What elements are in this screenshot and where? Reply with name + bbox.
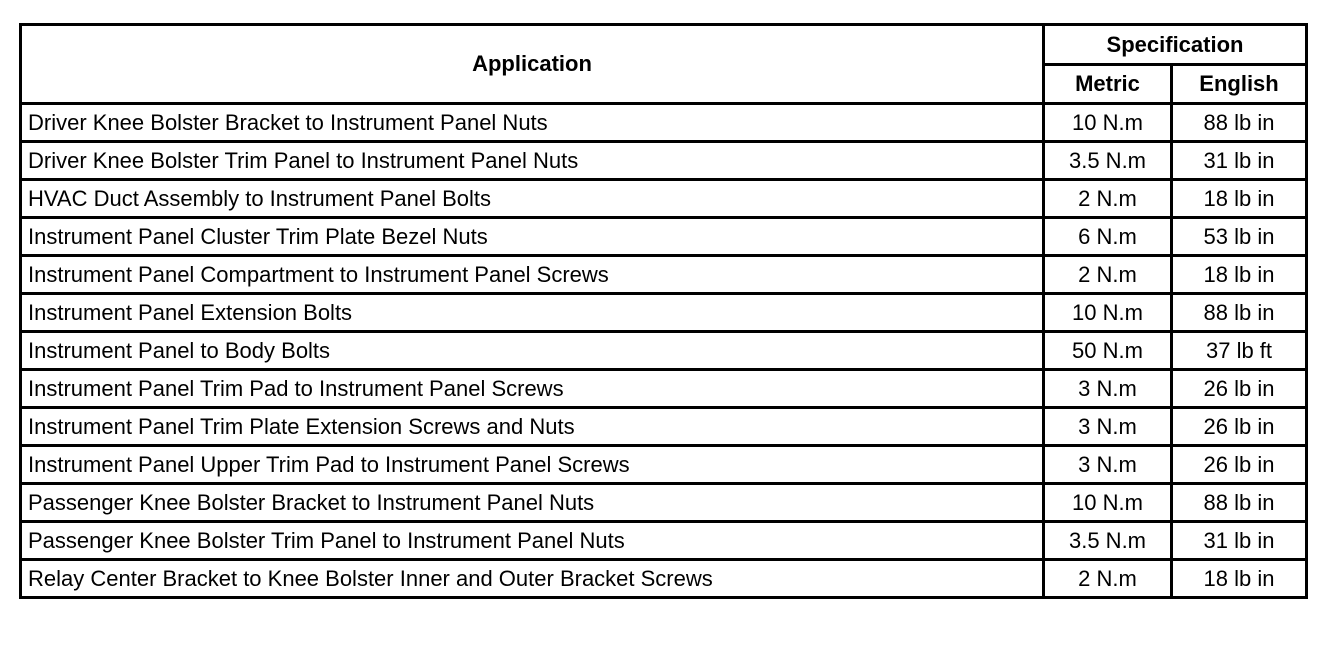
metric-cell: 10 N.m	[1044, 484, 1172, 522]
metric-cell: 3 N.m	[1044, 370, 1172, 408]
table-row	[21, 332, 1307, 370]
metric-cell: 3.5 N.m	[1044, 522, 1172, 560]
english-cell: 88 lb in	[1172, 294, 1307, 332]
application-cell: Instrument Panel to Body Bolts	[21, 332, 1044, 370]
table-body	[21, 104, 1307, 598]
application-cell: Instrument Panel Trim Pad to Instrument Panel Screws	[21, 370, 1044, 408]
metric-cell: 3.5 N.m	[1044, 142, 1172, 180]
table-row	[21, 256, 1307, 294]
english-cell: 53 lb in	[1172, 218, 1307, 256]
table-row	[21, 142, 1307, 180]
table-row	[21, 408, 1307, 446]
specification-header: Specification	[1044, 25, 1307, 65]
metric-cell: 3 N.m	[1044, 446, 1172, 484]
english-cell: 26 lb in	[1172, 370, 1307, 408]
metric-cell: 2 N.m	[1044, 560, 1172, 598]
table-row	[21, 522, 1307, 560]
metric-cell: 50 N.m	[1044, 332, 1172, 370]
english-cell: 18 lb in	[1172, 180, 1307, 218]
application-cell: Instrument Panel Trim Plate Extension Screws and Nuts	[21, 408, 1044, 446]
table-row	[21, 294, 1307, 332]
application-cell: Instrument Panel Extension Bolts	[21, 294, 1044, 332]
application-cell: Passenger Knee Bolster Bracket to Instrument Panel Nuts	[21, 484, 1044, 522]
english-cell: 26 lb in	[1172, 446, 1307, 484]
english-cell: 18 lb in	[1172, 560, 1307, 598]
table-row	[21, 484, 1307, 522]
metric-cell: 10 N.m	[1044, 104, 1172, 142]
application-header: Application	[21, 25, 1044, 104]
english-cell: 88 lb in	[1172, 104, 1307, 142]
english-cell: 37 lb ft	[1172, 332, 1307, 370]
table-row	[21, 370, 1307, 408]
table-row	[21, 218, 1307, 256]
english-cell: 31 lb in	[1172, 522, 1307, 560]
metric-cell: 6 N.m	[1044, 218, 1172, 256]
metric-header: Metric	[1044, 65, 1172, 104]
application-cell: Instrument Panel Compartment to Instrument Panel Screws	[21, 256, 1044, 294]
table-row	[21, 446, 1307, 484]
application-cell: HVAC Duct Assembly to Instrument Panel Bolts	[21, 180, 1044, 218]
table-row	[21, 104, 1307, 142]
english-cell: 88 lb in	[1172, 484, 1307, 522]
application-cell: Instrument Panel Upper Trim Pad to Instrument Panel Screws	[21, 446, 1044, 484]
metric-cell: 2 N.m	[1044, 180, 1172, 218]
english-cell: 26 lb in	[1172, 408, 1307, 446]
table-row	[21, 560, 1307, 598]
application-cell: Instrument Panel Cluster Trim Plate Bezel Nuts	[21, 218, 1044, 256]
english-cell: 18 lb in	[1172, 256, 1307, 294]
application-cell: Driver Knee Bolster Bracket to Instrument Panel Nuts	[21, 104, 1044, 142]
metric-cell: 3 N.m	[1044, 408, 1172, 446]
application-cell: Passenger Knee Bolster Trim Panel to Instrument Panel Nuts	[21, 522, 1044, 560]
metric-cell: 2 N.m	[1044, 256, 1172, 294]
application-cell: Driver Knee Bolster Trim Panel to Instrument Panel Nuts	[21, 142, 1044, 180]
english-header: English	[1172, 65, 1307, 104]
torque-spec-table	[19, 23, 1308, 599]
table-row	[21, 180, 1307, 218]
english-cell: 31 lb in	[1172, 142, 1307, 180]
application-cell: Relay Center Bracket to Knee Bolster Inner and Outer Bracket Screws	[21, 560, 1044, 598]
metric-cell: 10 N.m	[1044, 294, 1172, 332]
